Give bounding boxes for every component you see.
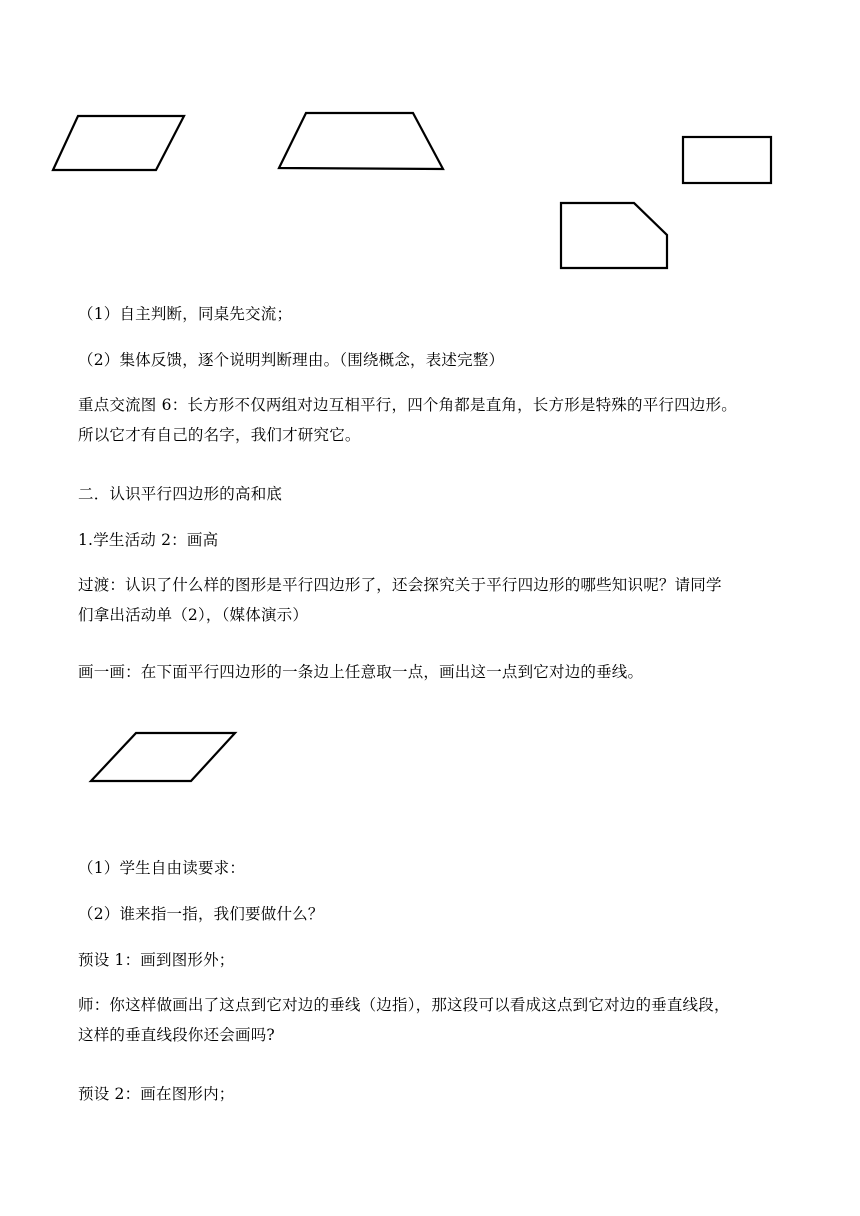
teacher-line-2: 这样的垂直线段你还会画吗? [78, 1026, 275, 1044]
preset-1-text: 预设 1：画到图形外； [78, 951, 235, 969]
step-1-text: （1）自主判断，同桌先交流； [78, 305, 293, 323]
key-discussion-line-2: 所以它才有自己的名字，我们才研究它。 [78, 426, 361, 444]
step-read-text: （1）学生自由读要求： [78, 859, 246, 877]
transition-line-1: 过渡：认识了什么样的图形是平行四边形了，还会探究关于平行四边形的哪些知识呢？请同学 [78, 576, 722, 594]
rectangle-figure [680, 134, 775, 186]
transition-paragraph [78, 570, 788, 630]
step-point-text: （2）谁来指一指，我们要做什么？ [78, 905, 324, 923]
key-discussion-paragraph [78, 390, 788, 450]
figure-group-top [0, 100, 860, 280]
parallelogram-figure [50, 112, 190, 174]
transition-line-2: 们拿出活动单（2），（媒体演示） [78, 606, 309, 624]
exercise-parallelogram-figure [88, 730, 240, 786]
teacher-paragraph [78, 990, 788, 1050]
cut-corner-figure [558, 200, 672, 272]
teacher-line-1: 师：你这样做画出了这点到它对边的垂线（边指），那这段可以看成这点到它对边的垂直线段， [78, 996, 730, 1014]
section-heading: 二．认识平行四边形的高和底 [78, 485, 283, 503]
key-discussion-line-1: 重点交流图 6：长方形不仅两组对边互相平行，四个角都是直角，长方形是特殊的平行四边形。 [78, 396, 737, 414]
figure-group-exercise [0, 720, 860, 790]
preset-2-text: 预设 2：画在图形内； [78, 1085, 235, 1103]
drawing-task-text: 画一画：在下面平行四边形的一条边上任意取一点，画出这一点到它对边的垂线。 [78, 663, 644, 681]
activity-heading: 1.学生活动 2：画高 [78, 531, 219, 549]
trapezoid-figure [276, 110, 448, 174]
step-2-text: （2）集体反馈，逐个说明判断理由。（围绕概念，表述完整） [78, 351, 505, 369]
